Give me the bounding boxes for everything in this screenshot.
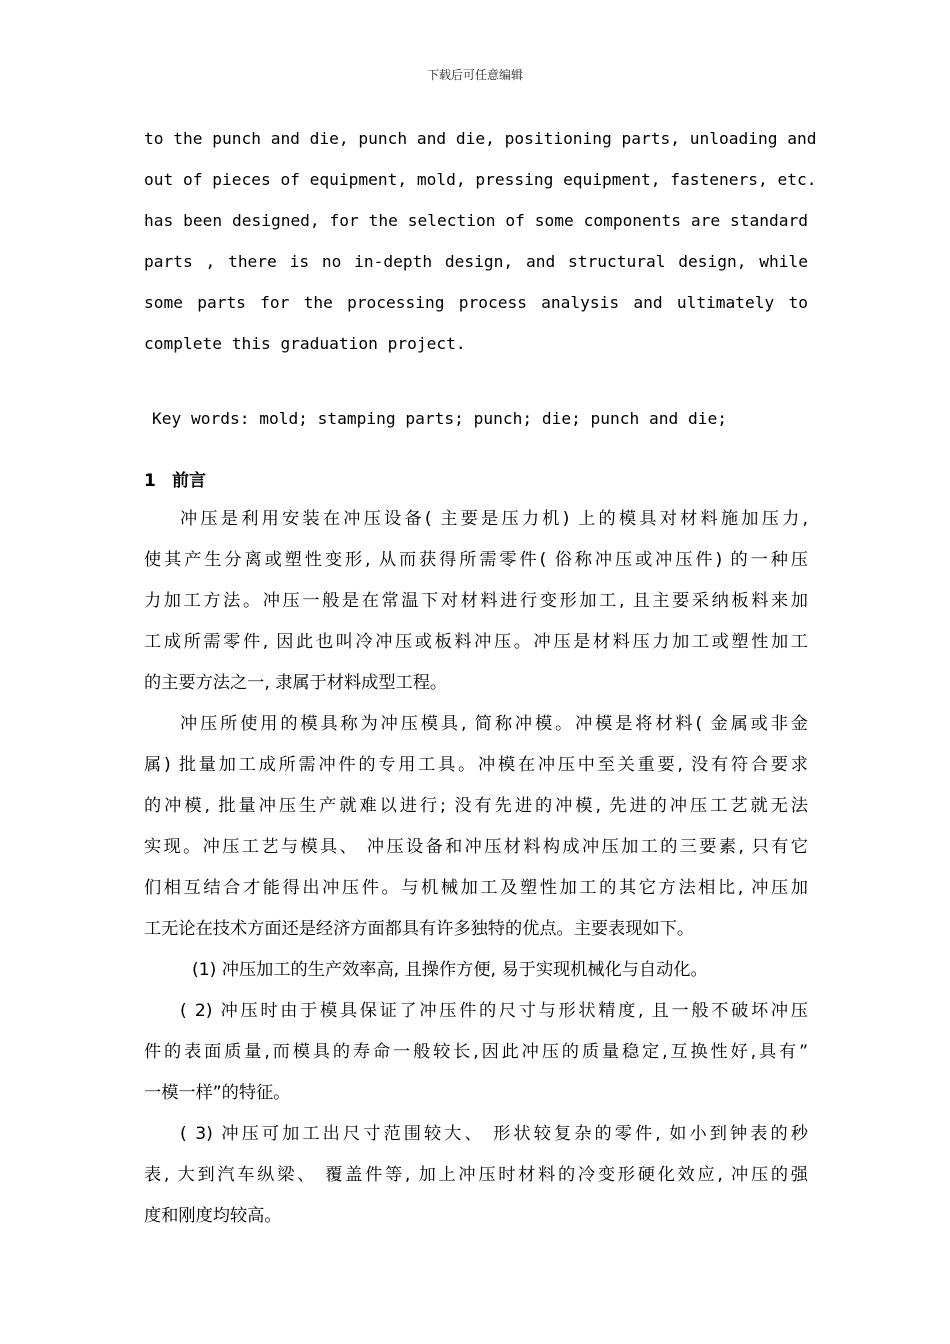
keywords-line: Key words: mold; stamping parts; punch; die; punch and die;: [152, 409, 727, 428]
abstract-line: has been designed, for the selection of some components are standard: [144, 211, 808, 230]
english-abstract: [144, 118, 817, 364]
abstract-line: some parts for the processing process analysis and ultimately to: [144, 293, 808, 312]
section-heading: [144, 466, 206, 496]
list-item-line: (1) 冲压加工的生产效率高, 且操作方便, 易于实现机械化与自动化。: [192, 960, 708, 980]
paragraph-line: 工无论在技术方面还是经济方面都具有许多独特的优点。主要表现如下。: [144, 919, 695, 939]
list-item-line: 一模一样”的特征。: [144, 1083, 291, 1103]
abstract-line: out of pieces of equipment, mold, pressing equipment, fasteners, etc.: [144, 170, 817, 189]
abstract-line: complete this graduation project.: [144, 334, 466, 353]
list-item-line: ( 3) 冲压可加工出尺寸范围较大、 形状较复杂的零件, 如小到钟表的秒: [180, 1124, 808, 1144]
paragraph-line: 的冲模, 批量冲压生产就难以进行; 没有先进的冲模, 先进的冲压工艺就无法: [144, 796, 808, 816]
paragraph-line: 使其产生分离或塑性变形, 从而获得所需零件( 俗称冲压或冲压件) 的一种压: [144, 550, 808, 570]
paragraph-line: 们相互结合才能得出冲压件。与机械加工及塑性加工的其它方法相比, 冲压加: [144, 878, 808, 898]
list-item-line: 件的表面质量,而模具的寿命一般较长,因此冲压的质量稳定,互换性好,具有”: [144, 1042, 808, 1062]
chinese-body: [144, 499, 808, 1237]
paragraph-line: 实现。冲压工艺与模具、 冲压设备和冲压材料构成冲压加工的三要素, 只有它: [144, 837, 808, 857]
paragraph-line: 的主要方法之一, 隶属于材料成型工程。: [144, 673, 448, 693]
paragraph-line: 冲压所使用的模具称为冲压模具, 简称冲模。冲模是将材料( 金属或非金: [180, 714, 808, 734]
section-number: 1: [144, 471, 156, 491]
abstract-line: to the punch and die, punch and die, positioning parts, unloading and: [144, 129, 817, 148]
section-title: 前言: [172, 471, 206, 491]
page-header: 下载后可任意编辑: [426, 68, 523, 82]
abstract-line: parts , there is no in-depth design, and structural design, while: [144, 252, 808, 271]
paragraph-line: 力加工方法。冲压一般是在常温下对材料进行变形加工, 且主要采纳板料来加: [144, 591, 808, 611]
paragraph-line: 工成所需零件, 因此也叫冷冲压或板料冲压。冲压是材料压力加工或塑性加工: [144, 632, 808, 652]
list-item-line: 度和刚度均较高。: [144, 1206, 282, 1226]
paragraph-line: 属) 批量加工成所需冲件的专用工具。冲模在冲压中至关重要, 没有符合要求: [144, 755, 808, 775]
paragraph-line: 冲压是利用安装在冲压设备( 主要是压力机) 上的模具对材料施加压力,: [180, 509, 808, 529]
list-item-line: ( 2) 冲压时由于模具保证了冲压件的尺寸与形状精度, 且一般不破坏冲压: [180, 1001, 808, 1021]
list-item-line: 表, 大到汽车纵梁、 覆盖件等, 加上冲压时材料的冷变形硬化效应, 冲压的强: [144, 1165, 808, 1185]
